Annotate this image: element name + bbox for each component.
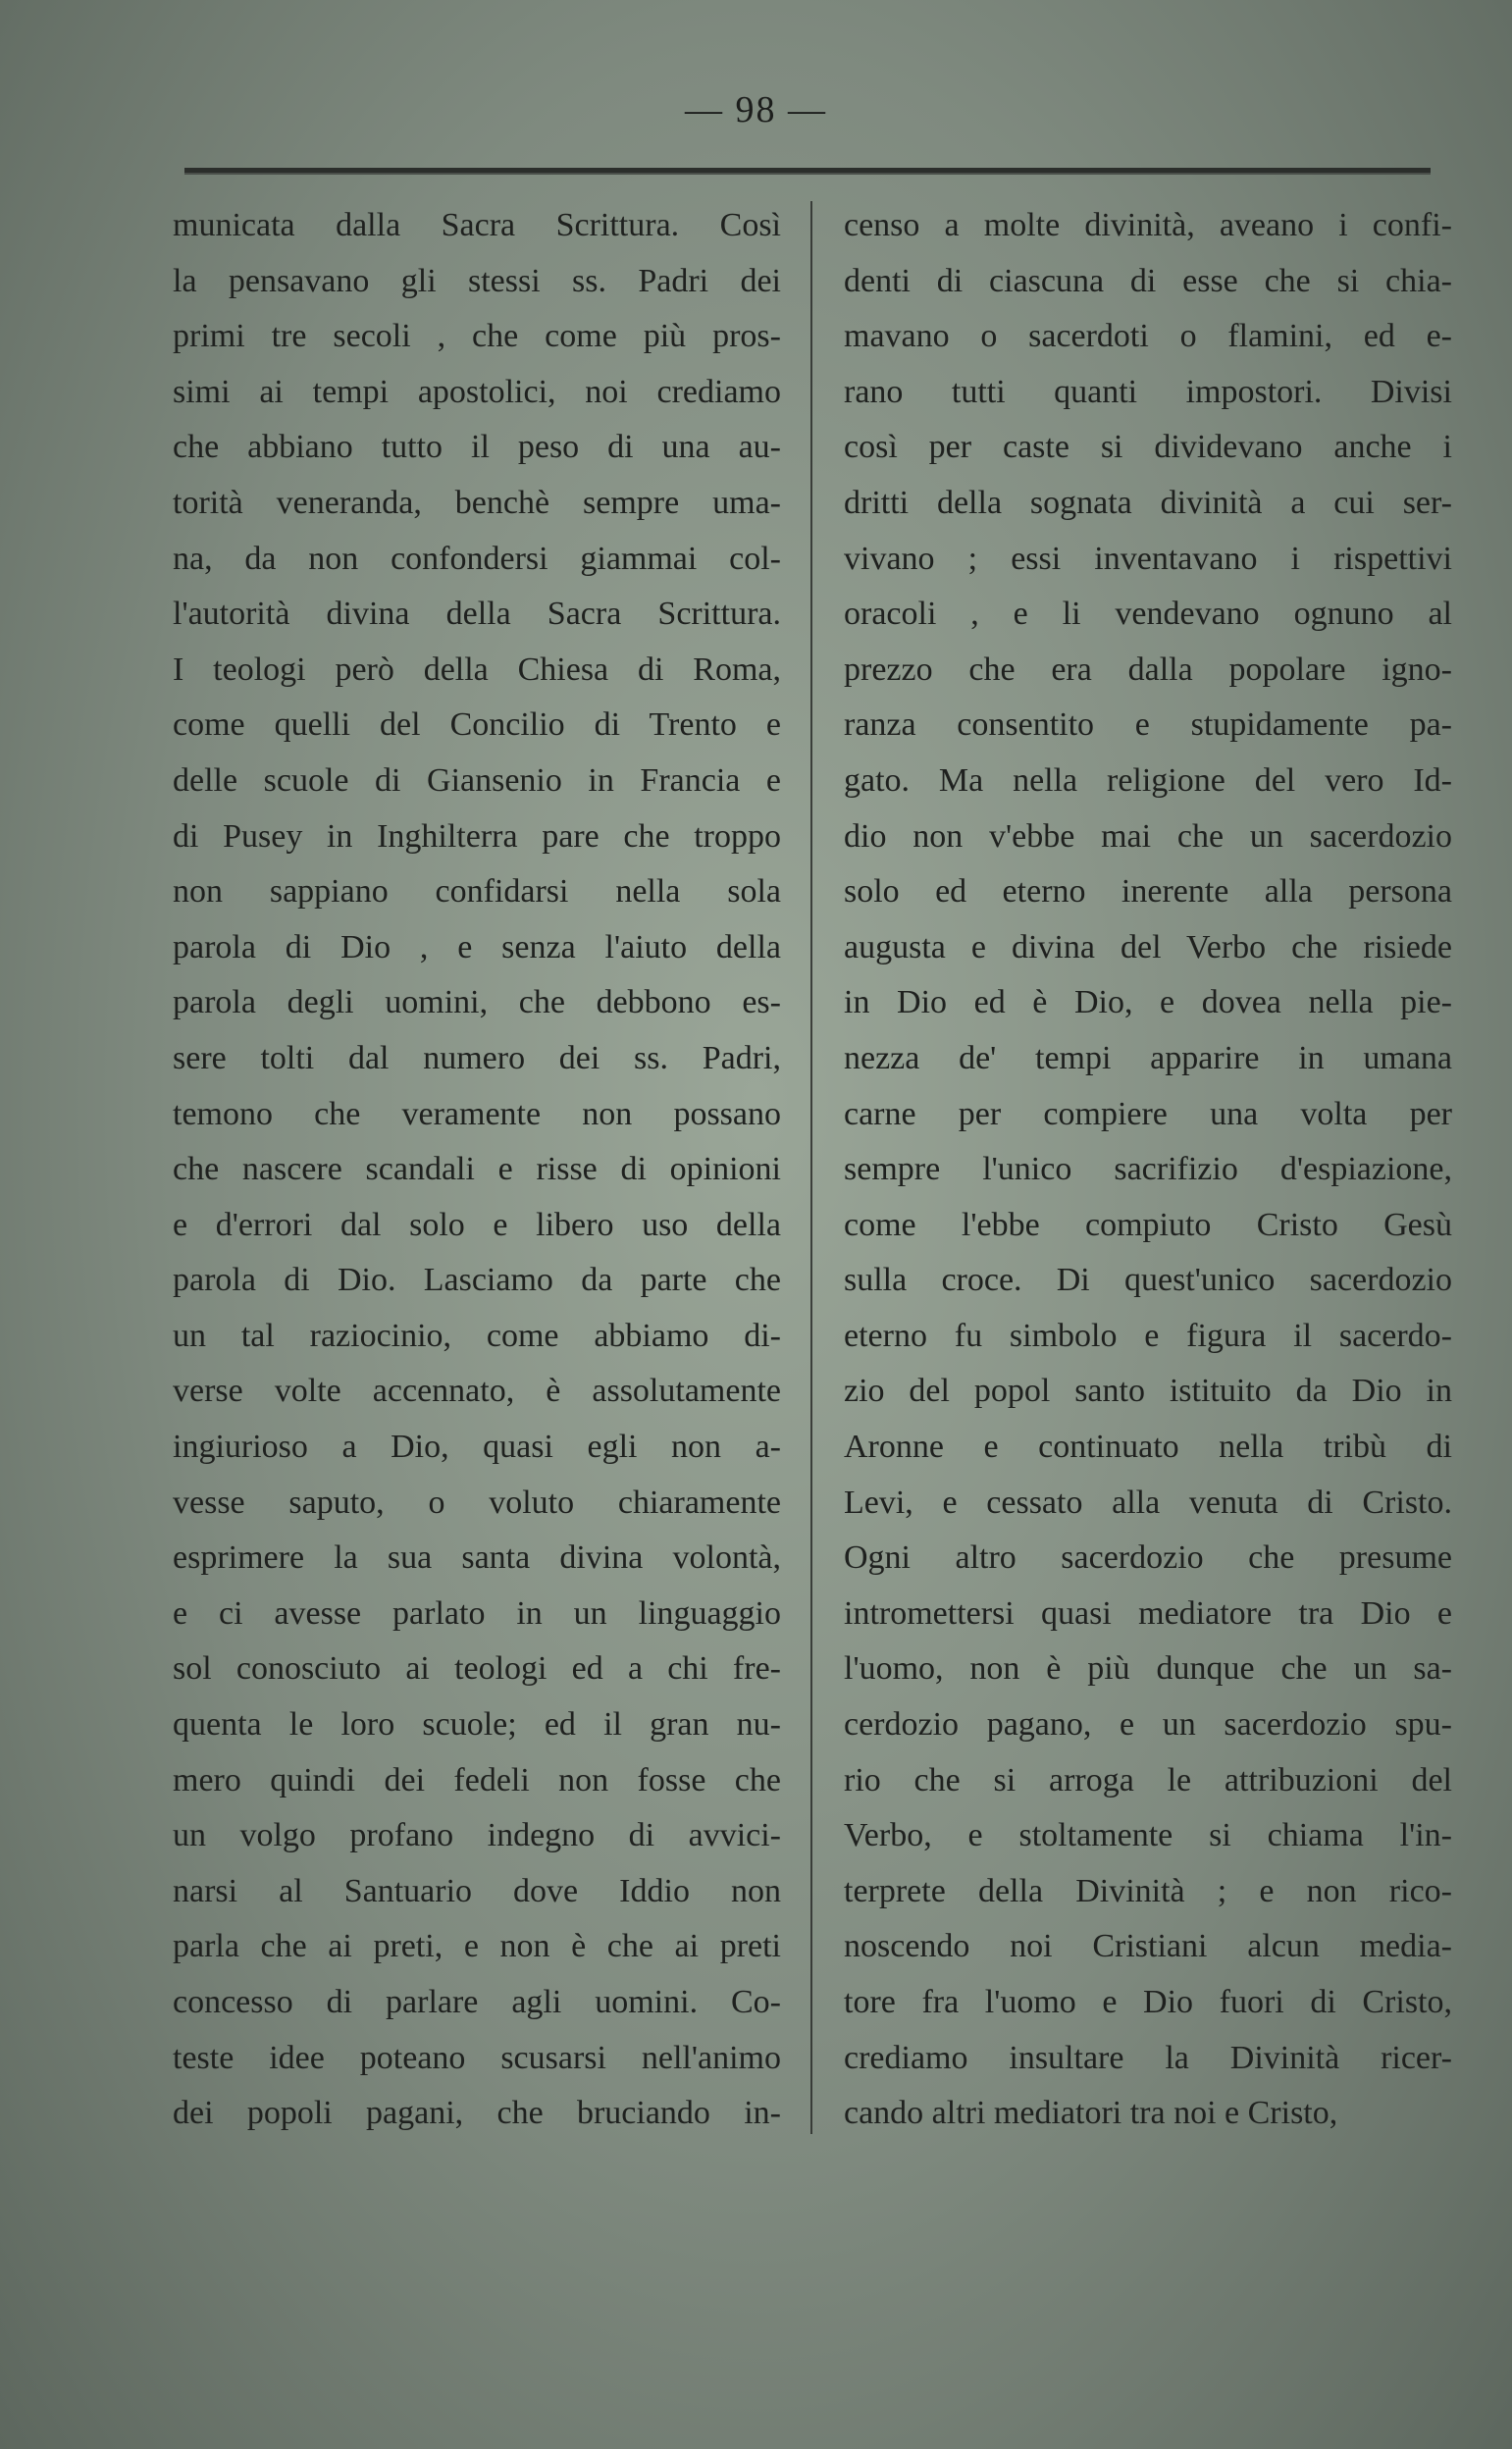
text-line: temono che veramente non possano	[173, 1095, 781, 1132]
text-line: intromettersi quasi mediatore tra Dio e	[844, 1594, 1452, 1632]
text-line: un volgo profano indegno di avvici-	[173, 1817, 781, 1854]
text-line: narsi al Santuario dove Iddio non	[173, 1872, 781, 1909]
text-line: I teologi però della Chiesa di Roma,	[173, 651, 781, 688]
text-line: noscendo noi Cristiani alcun media-	[844, 1928, 1452, 1965]
text-line: quenta le loro scuole; ed il gran nu-	[173, 1706, 781, 1744]
text-line: torità veneranda, benchè sempre uma-	[173, 484, 781, 521]
text-line: sol conosciuto ai teologi ed a chi fre-	[173, 1650, 781, 1688]
text-line: zio del popol santo istituito da Dio in	[844, 1373, 1452, 1410]
text-line: mero quindi dei fedeli non fosse che	[173, 1761, 781, 1798]
text-line: oracoli , e li vendevano ognuno al	[844, 596, 1452, 633]
text-line: sempre l'unico sacrifizio d'espiazione,	[844, 1151, 1452, 1188]
text-line: terprete della Divinità ; e non rico-	[844, 1872, 1452, 1909]
text-line: verse volte accennato, è assolutamente	[173, 1373, 781, 1410]
column-divider	[810, 201, 812, 2134]
text-line: carne per compiere una volta per	[844, 1095, 1452, 1132]
text-line: parola degli uomini, che debbono es-	[173, 984, 781, 1021]
left-column	[173, 198, 781, 2142]
text-line: parla che ai preti, e non è che ai preti	[173, 1928, 781, 1965]
text-line: che nascere scandali e risse di opinioni	[173, 1151, 781, 1188]
text-line: dritti della sognata divinità a cui ser-	[844, 484, 1452, 521]
text-line: sulla croce. Di quest'unico sacerdozio	[844, 1262, 1452, 1299]
text-line: ranza consentito e stupidamente pa-	[844, 706, 1452, 744]
text-line: e d'errori dal solo e libero uso della	[173, 1206, 781, 1243]
text-line: dio non v'ebbe mai che un sacerdozio	[844, 817, 1452, 855]
text-line: gato. Ma nella religione del vero Id-	[844, 761, 1452, 799]
text-line: Levi, e cessato alla venuta di Cristo.	[844, 1484, 1452, 1521]
text-line: solo ed eterno inerente alla persona	[844, 873, 1452, 911]
text-line: ingiurioso a Dio, quasi egli non a-	[173, 1429, 781, 1466]
text-line: eterno fu simbolo e figura il sacerdo-	[844, 1317, 1452, 1354]
right-column	[844, 198, 1452, 2142]
text-line: simi ai tempi apostolici, noi crediamo	[173, 373, 781, 410]
text-line: municata dalla Sacra Scrittura. Così	[173, 207, 781, 243]
text-line: censo a molte divinità, aveano i confi-	[844, 207, 1452, 243]
text-line: delle scuole di Giansenio in Francia e	[173, 761, 781, 799]
text-line: augusta e divina del Verbo che risiede	[844, 928, 1452, 965]
header-rule	[184, 168, 1431, 175]
text-line: nezza de' tempi apparire in umana	[844, 1039, 1452, 1076]
text-line: non sappiano confidarsi nella sola	[173, 873, 781, 911]
text-line: rano tutti quanti impostori. Divisi	[844, 373, 1452, 410]
text-line: così per caste si dividevano anche i	[844, 429, 1452, 466]
text-line: e ci avesse parlato in un linguaggio	[173, 1594, 781, 1632]
text-line: Aronne e continuato nella tribù di	[844, 1429, 1452, 1466]
text-line: parola di Dio , e senza l'aiuto della	[173, 928, 781, 965]
text-line: concesso di parlare agli uomini. Co-	[173, 1984, 781, 2020]
text-line: tore fra l'uomo e Dio fuori di Cristo,	[844, 1984, 1452, 2020]
text-line: cando altri mediatori tra noi e Cristo,	[844, 2095, 1338, 2132]
text-line: parola di Dio. Lasciamo da parte che	[173, 1262, 781, 1299]
text-line: come quelli del Concilio di Trento e	[173, 706, 781, 744]
text-line: dei popoli pagani, che bruciando in-	[173, 2095, 781, 2132]
text-line: na, da non confondersi giammai col-	[173, 540, 781, 577]
text-line: Verbo, e stoltamente si chiama l'in-	[844, 1817, 1452, 1854]
text-line: come l'ebbe compiuto Cristo Gesù	[844, 1206, 1452, 1243]
text-line: l'autorità divina della Sacra Scrittura.	[173, 596, 781, 633]
text-line: di Pusey in Inghilterra pare che troppo	[173, 817, 781, 855]
text-line: crediamo insultare la Divinità ricer-	[844, 2039, 1452, 2076]
text-line: rio che si arroga le attribuzioni del	[844, 1761, 1452, 1798]
text-line: sere tolti dal numero dei ss. Padri,	[173, 1039, 781, 1076]
page-number: — 98 —	[685, 89, 827, 130]
text-line: in Dio ed è Dio, e dovea nella pie-	[844, 984, 1452, 1021]
text-line: vesse saputo, o voluto chiaramente	[173, 1484, 781, 1521]
text-line: denti di ciascuna di esse che si chia-	[844, 262, 1452, 299]
text-line: teste idee poteano scusarsi nell'animo	[173, 2039, 781, 2076]
text-line: la pensavano gli stessi ss. Padri dei	[173, 262, 781, 299]
text-line: esprimere la sua santa divina volontà,	[173, 1539, 781, 1577]
text-line: vivano ; essi inventavano i rispettivi	[844, 540, 1452, 577]
text-line: Ogni altro sacerdozio che presume	[844, 1539, 1452, 1577]
text-line: che abbiano tutto il peso di una au-	[173, 429, 781, 466]
text-line: prezzo che era dalla popolare igno-	[844, 651, 1452, 688]
text-line: cerdozio pagano, e un sacerdozio spu-	[844, 1706, 1452, 1744]
text-line: mavano o sacerdoti o flamini, ed e-	[844, 318, 1452, 355]
text-line: un tal raziocinio, come abbiamo di-	[173, 1317, 781, 1354]
text-line: l'uomo, non è più dunque che un sa-	[844, 1650, 1452, 1688]
text-line: primi tre secoli , che come più pros-	[173, 318, 781, 355]
